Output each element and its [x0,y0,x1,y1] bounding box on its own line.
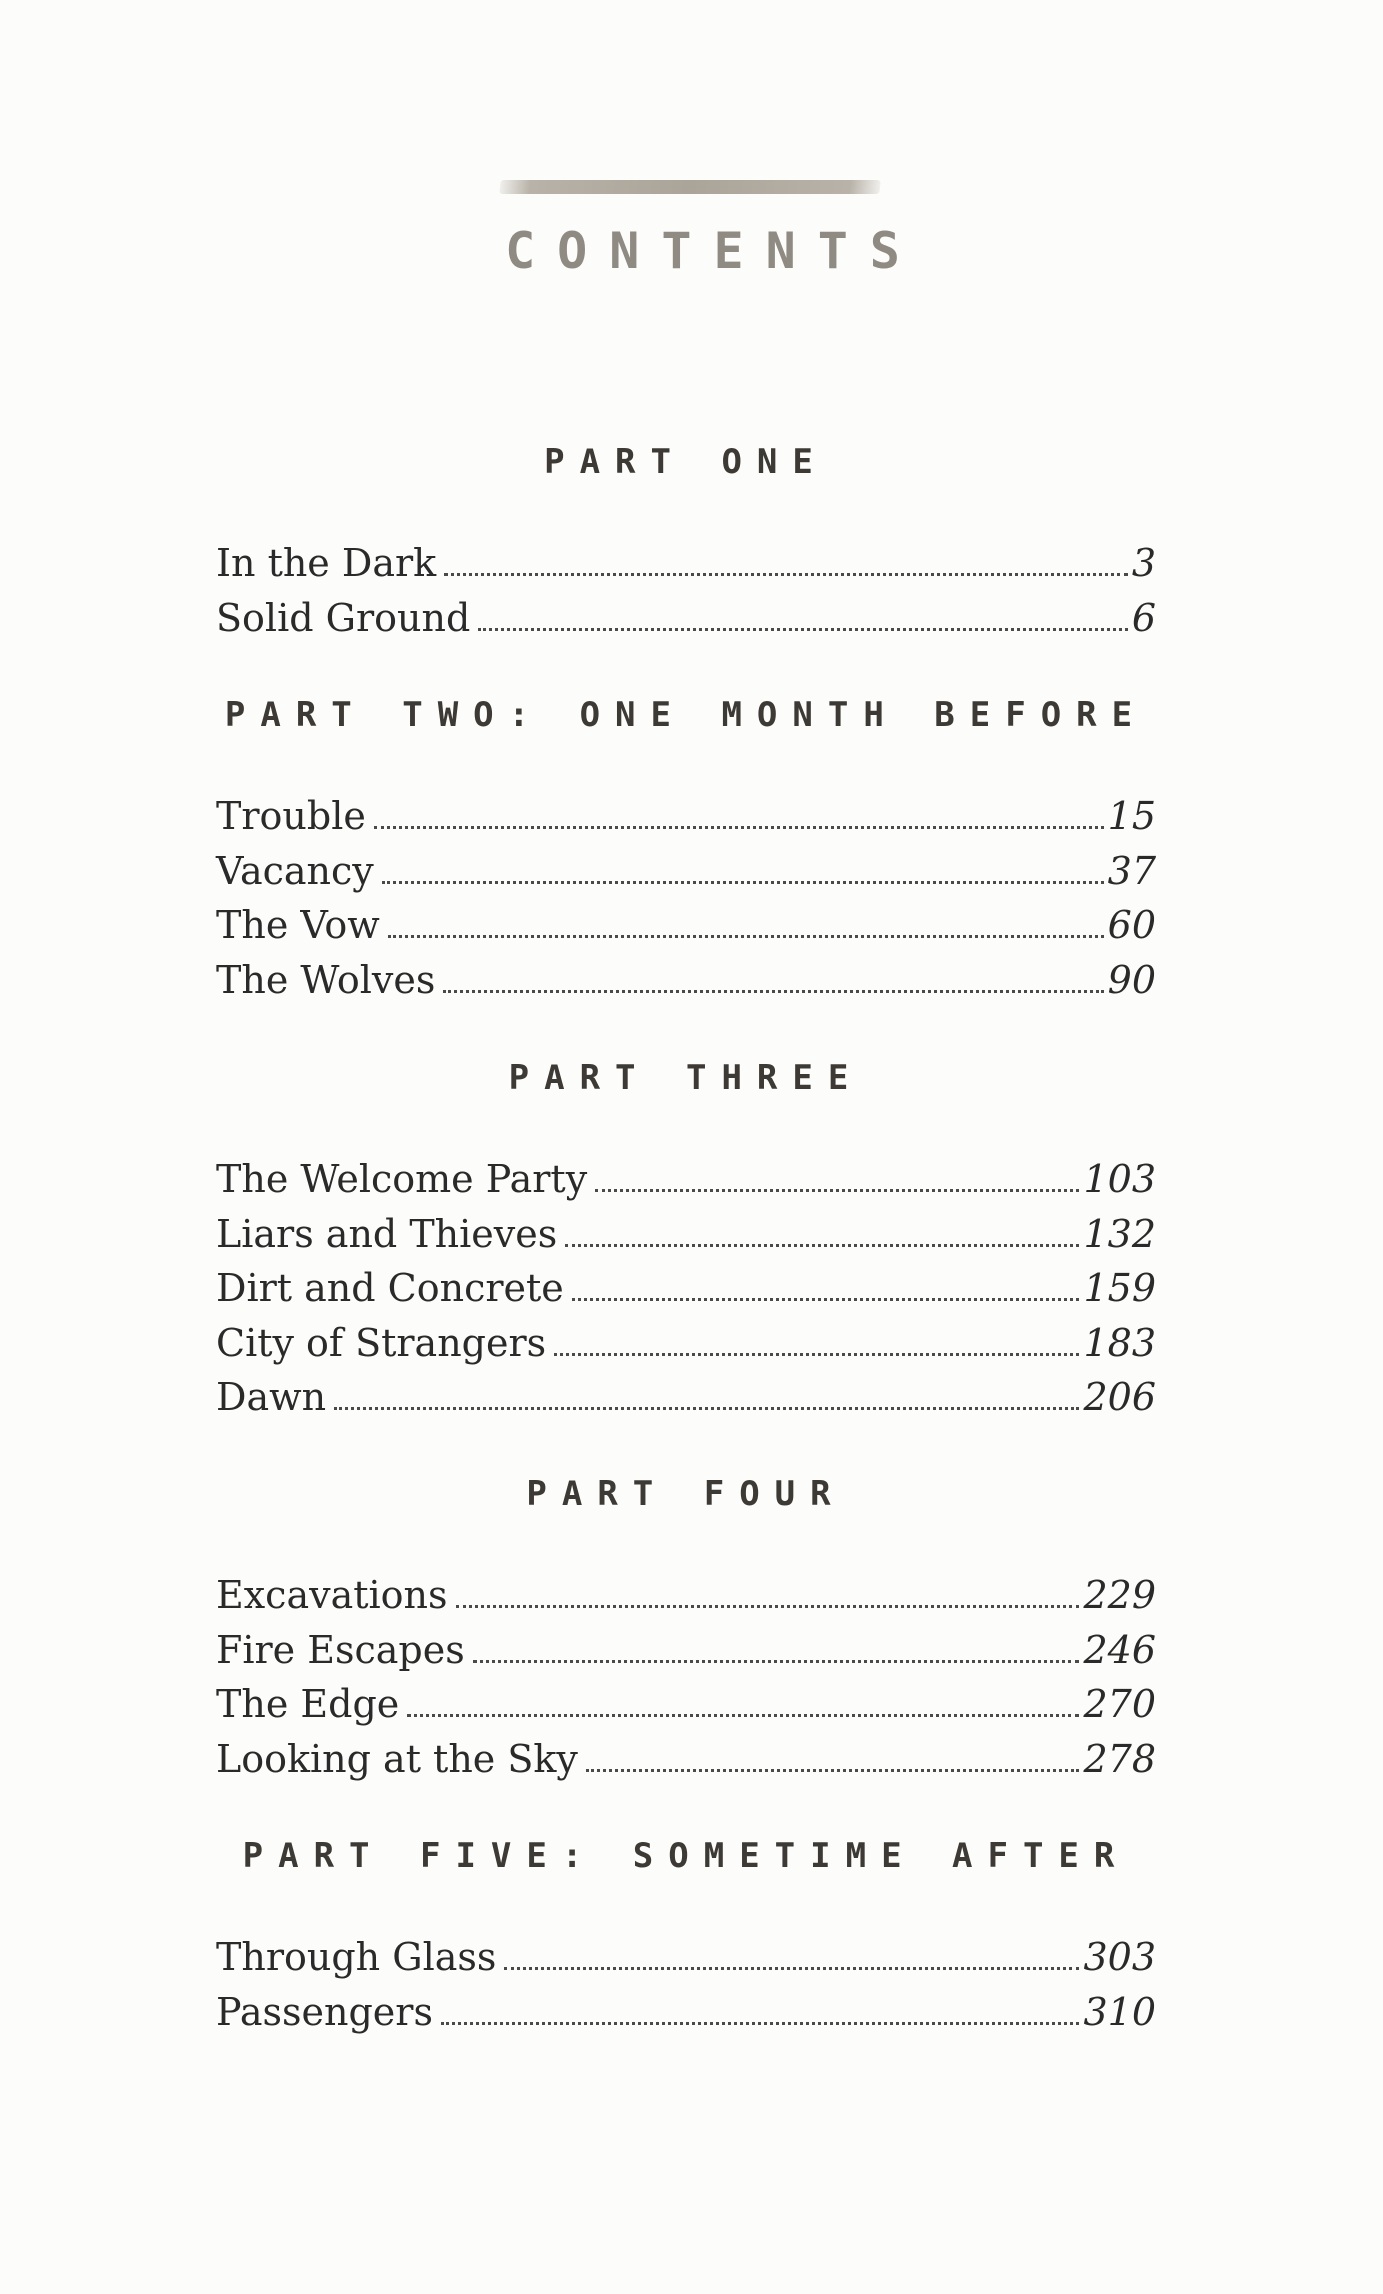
dot-leader [478,628,1128,631]
entry-page-number: 60 [1107,903,1156,947]
entry-page-number: 37 [1107,848,1156,893]
entry-title: The Welcome Party [216,1157,588,1201]
toc-entry[interactable] [216,1623,1156,1678]
toc-entry[interactable] [216,536,1156,591]
toc-entry[interactable] [216,1930,1156,1985]
entry-title: Solid Ground [216,595,471,640]
entry-list [216,1930,1156,2039]
toc-entry[interactable] [216,953,1156,1008]
part-heading: PART THREE [508,1058,864,1098]
toc-entry[interactable] [216,789,1156,844]
entry-page-number: 206 [1083,1375,1156,1419]
dot-leader [441,2022,1080,2025]
entry-list [216,1152,1156,1425]
entry-page-number: 159 [1083,1266,1156,1310]
entry-page-number: 3 [1131,541,1156,585]
entry-list [216,1568,1156,1786]
entry-title: Fire Escapes [216,1627,465,1672]
toc-entry[interactable] [216,844,1156,899]
part-section-one [216,440,1156,645]
entry-page-number: 183 [1083,1320,1156,1365]
part-section-three [216,1056,1156,1425]
dot-leader [444,573,1128,576]
dot-leader [595,1189,1079,1192]
dot-leader [388,935,1104,938]
entry-title: Liars and Thieves [216,1211,558,1256]
toc-entry[interactable] [216,591,1156,646]
entry-page-number: 229 [1083,1573,1156,1617]
part-section-four [216,1472,1156,1786]
dot-leader [473,1660,1080,1663]
dot-leader [443,990,1103,993]
part-heading: PART TWO: ONE MONTH BEFORE [224,695,1148,735]
entry-page-number: 103 [1083,1157,1156,1201]
part-section-two [216,693,1156,1007]
entry-title: In the Dark [216,541,437,585]
toc-entry[interactable] [216,1316,1156,1371]
part-heading: PART FIVE: SOMETIME AFTER [242,1836,1130,1876]
dot-leader [586,1769,1080,1772]
dot-leader [374,826,1104,829]
toc-entry[interactable] [216,1207,1156,1262]
dot-leader [456,1605,1080,1608]
entry-page-number: 6 [1131,595,1156,640]
dot-leader [572,1298,1080,1301]
entry-page-number: 90 [1107,957,1156,1002]
entry-title: The Edge [216,1682,400,1726]
entry-title: Passengers [216,1989,433,2034]
entry-title: The Wolves [216,957,436,1002]
toc-entry[interactable] [216,898,1156,953]
toc-entry[interactable] [216,1261,1156,1316]
toc-entry[interactable] [216,1152,1156,1207]
entry-list [216,536,1156,645]
entry-page-number: 278 [1083,1736,1156,1781]
entry-title: The Vow [216,903,380,947]
dot-leader [407,1714,1079,1717]
entry-title: Vacancy [216,848,374,893]
entry-page-number: 310 [1083,1989,1156,2034]
entry-page-number: 132 [1083,1211,1156,1256]
entry-title: Dawn [216,1375,327,1419]
entry-page-number: 303 [1083,1935,1156,1979]
dot-leader [334,1407,1079,1410]
entry-title: Trouble [216,794,366,838]
part-heading: PART ONE [544,442,828,482]
toc-entry[interactable] [216,1568,1156,1623]
dot-leader [504,1967,1079,1970]
toc-entry[interactable] [216,1732,1156,1787]
part-section-five [216,1834,1156,2039]
dot-leader [554,1353,1079,1356]
entry-title: Dirt and Concrete [216,1266,564,1310]
dot-leader [565,1244,1079,1247]
entry-title: Through Glass [216,1935,497,1979]
toc-entry[interactable] [216,1985,1156,2040]
toc-entry[interactable] [216,1677,1156,1732]
entry-list [216,789,1156,1007]
entry-page-number: 246 [1083,1627,1156,1672]
entry-page-number: 15 [1107,794,1156,838]
page-title: CONTENTS [505,222,922,280]
entry-title: City of Strangers [216,1320,547,1365]
part-heading: PART FOUR [526,1474,846,1514]
dot-leader [382,881,1104,884]
toc-entry[interactable] [216,1370,1156,1425]
entry-title: Looking at the Sky [216,1736,578,1781]
entry-page-number: 270 [1083,1682,1156,1726]
entry-title: Excavations [216,1573,448,1617]
decorative-rule [499,180,880,194]
